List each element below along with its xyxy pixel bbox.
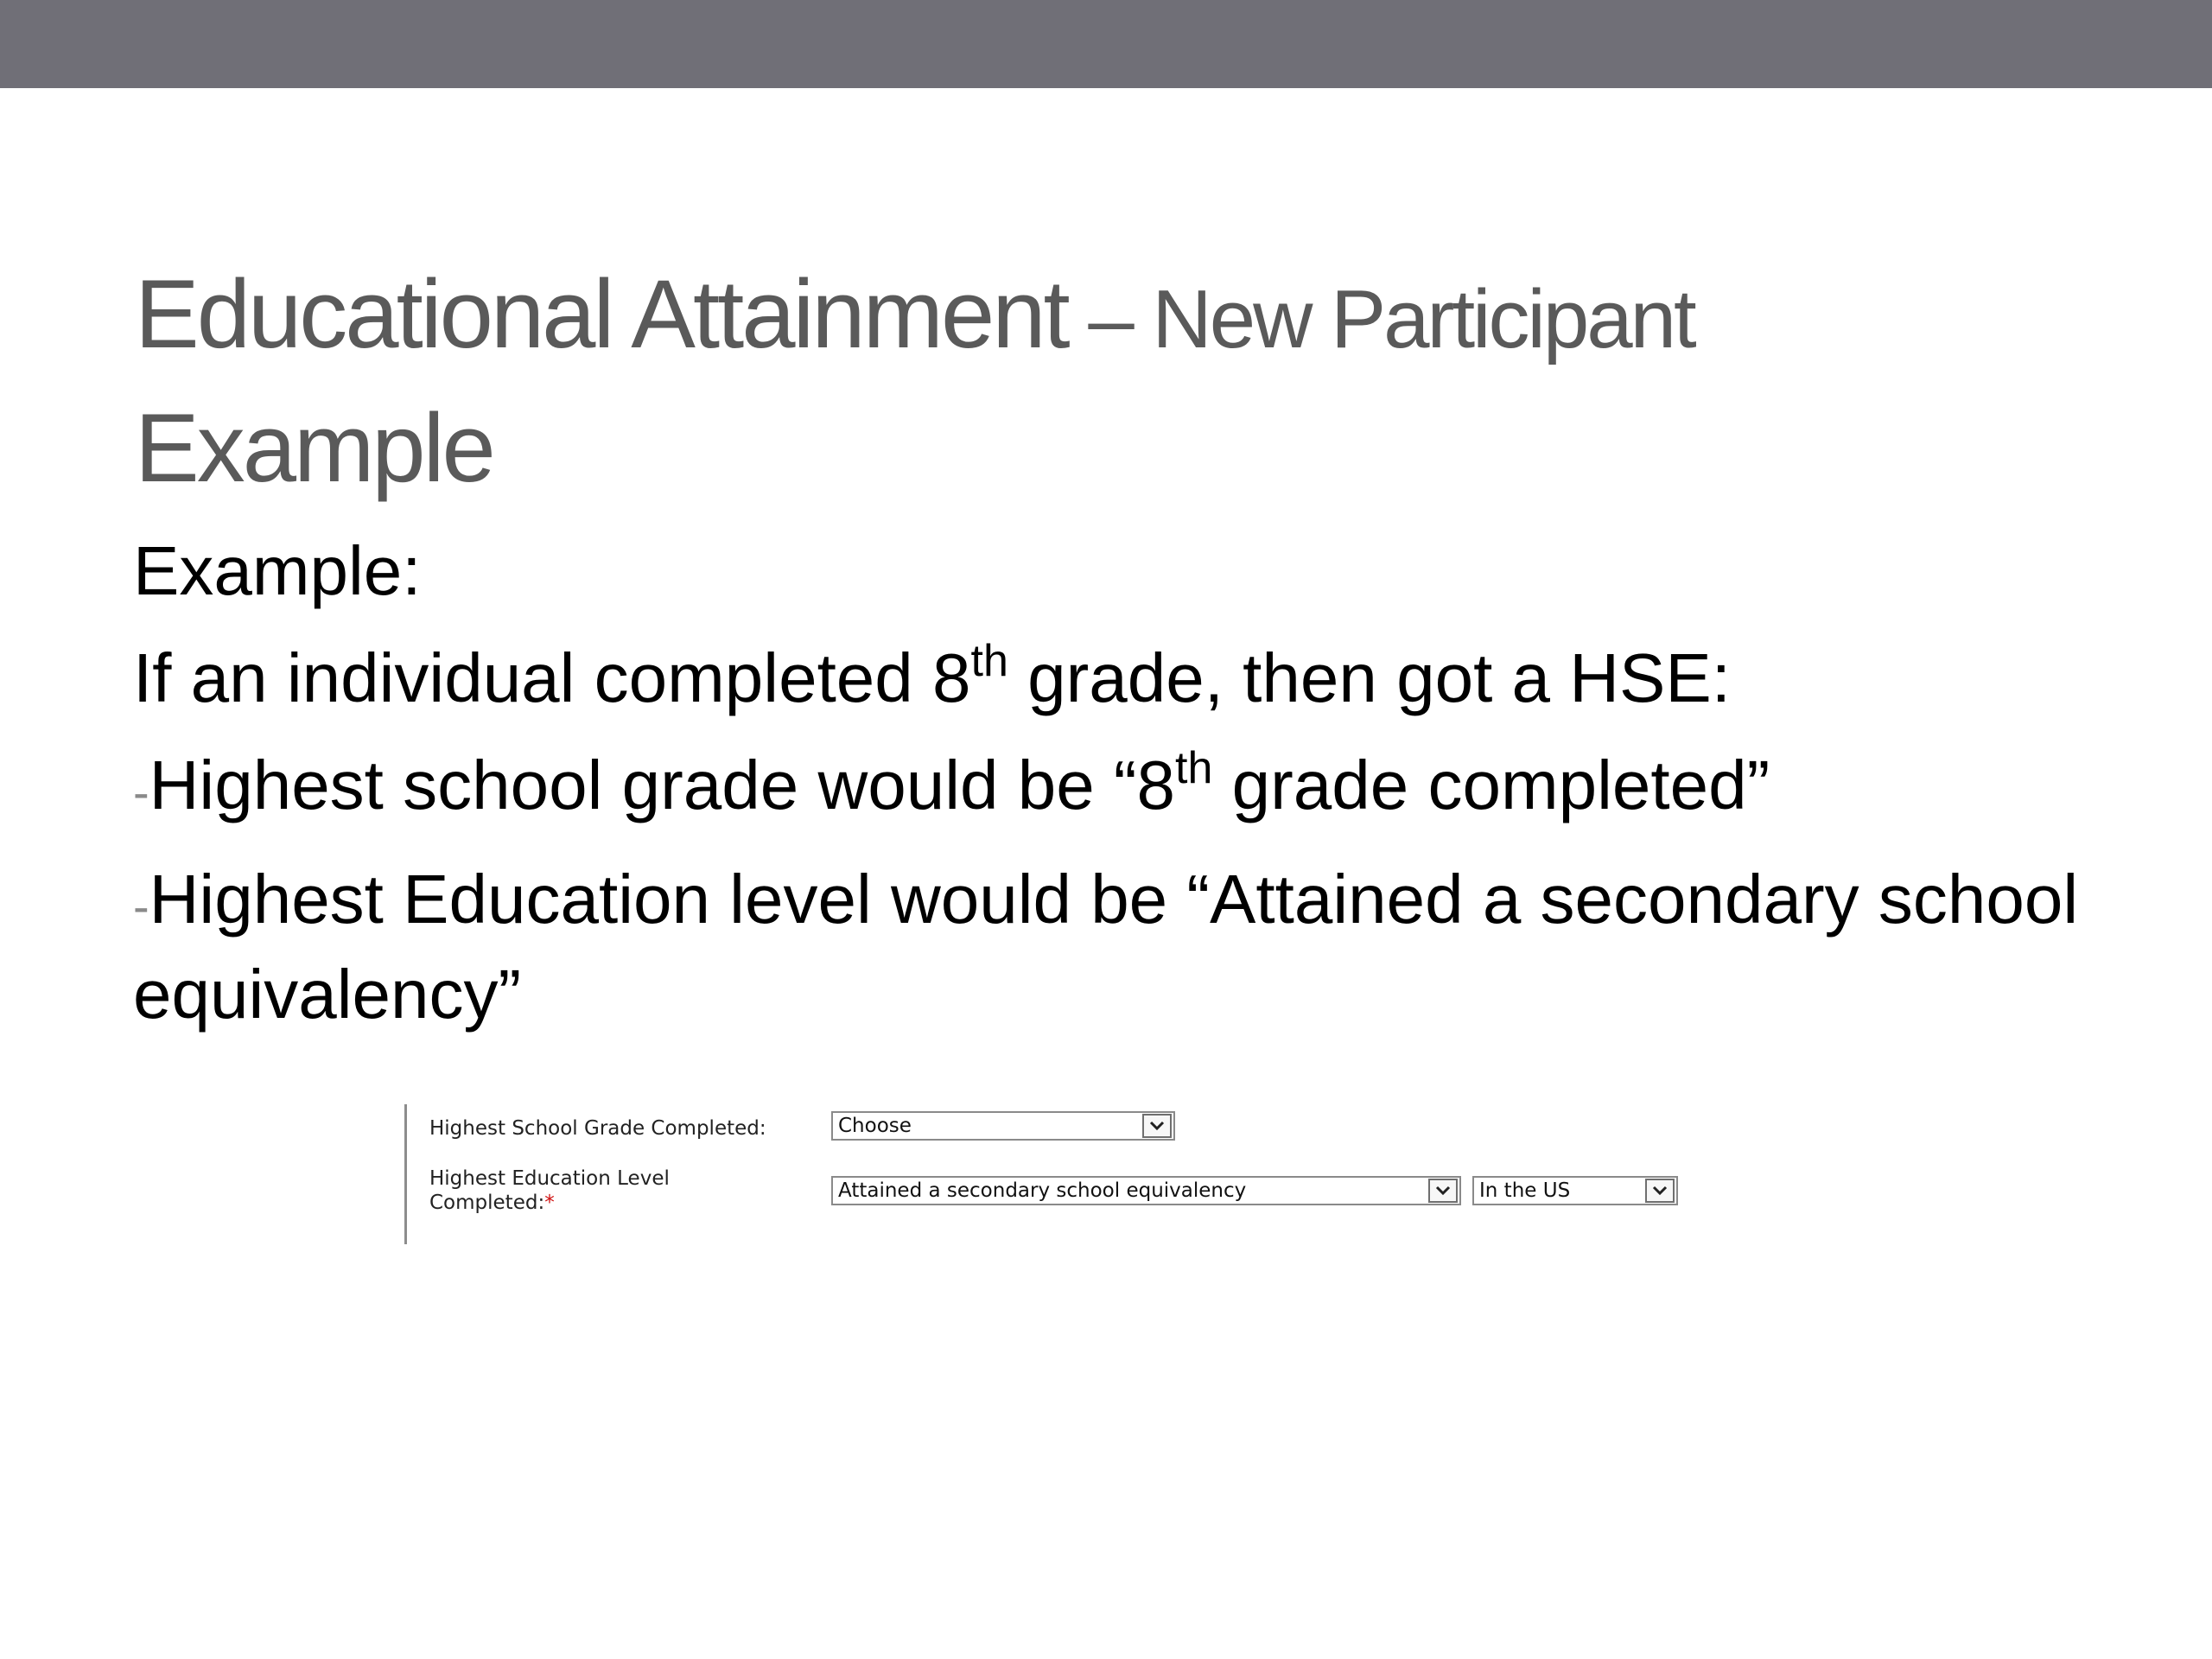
required-marker: * (544, 1192, 555, 1214)
education-level-label-line1: Highest Education Level (429, 1167, 670, 1190)
ordinal-suffix: th (1175, 743, 1213, 793)
education-level-select[interactable] (831, 1176, 1461, 1205)
grade-label: Highest School Grade Completed: (429, 1117, 766, 1140)
chevron-down-icon (1428, 1179, 1458, 1203)
bullet-education-level-text: Highest Education level would be “Attained a secondary school equivalency” (133, 861, 2079, 1033)
grade-select[interactable] (831, 1111, 1175, 1141)
slide-title-sub: – New Participant (1067, 273, 1694, 365)
scenario-text-end: grade, then got a HSE: (1007, 639, 1731, 716)
education-level-select-value: Attained a secondary school equivalency (838, 1179, 1247, 1202)
bullet-dash: - (133, 765, 149, 819)
bullet-school-grade (133, 741, 2120, 836)
slide-title-main: Educational Attainment (135, 260, 1068, 368)
bullet-education-level (133, 855, 2120, 1039)
slide-body (133, 527, 2120, 1058)
education-form-screenshot (404, 1104, 1686, 1244)
bullet-school-grade-end: grade completed” (1212, 747, 1770, 823)
chevron-down-icon (1142, 1114, 1172, 1138)
bullet-school-grade-start: Highest school grade would be “8 (149, 747, 1176, 823)
scenario-text (133, 634, 2120, 722)
example-label: Example: (133, 532, 422, 609)
ordinal-suffix: th (970, 636, 1008, 686)
location-select[interactable] (1472, 1176, 1678, 1205)
slide-header-bar (0, 0, 2212, 88)
education-level-label (429, 1166, 670, 1215)
slide-title-line2: Example (135, 394, 493, 502)
grade-select-value: Choose (838, 1115, 912, 1137)
scenario-text-start: If an individual completed 8 (133, 639, 971, 716)
location-select-value: In the US (1479, 1179, 1571, 1202)
chevron-down-icon (1645, 1179, 1675, 1203)
slide-title (135, 259, 2036, 527)
education-level-label-line2: Completed: (429, 1192, 545, 1214)
bullet-dash: - (133, 879, 149, 933)
